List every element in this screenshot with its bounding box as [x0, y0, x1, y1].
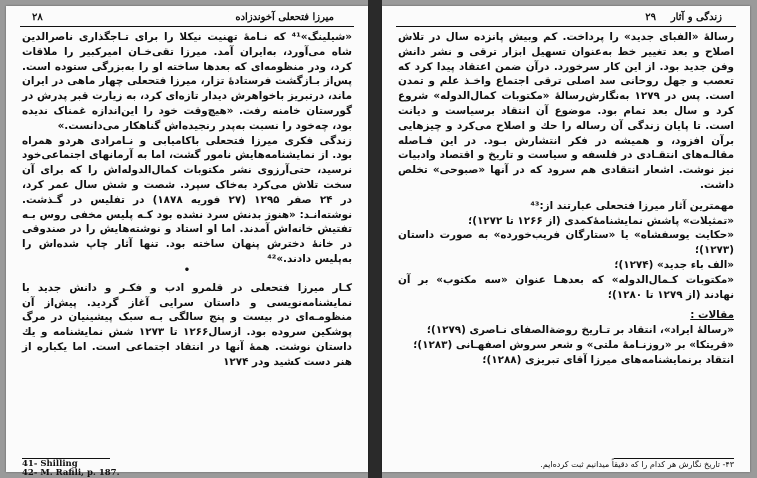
section-separator: •	[183, 264, 191, 276]
left-footnotes	[22, 460, 120, 478]
left-page	[6, 6, 368, 478]
right-page-number: ۲۹	[645, 12, 656, 23]
section-title-articles: مقالات :	[690, 309, 734, 322]
right-footnote: ۴۳- تاریخ نگارش هر کدام را که دقیقاً میدانیم ثبت کرده‌ایم.	[540, 460, 734, 469]
paragraph: کـار میرزا فتحعلی در قلمرو ادب و فکـر و دانش جدید با نمایشنامه‌نویسی و داستان سرایی آغاز گردید. پیش‌از آن منظومـه‌ای در بیست و پنج سالگی بـه سبک پیشینیان در مرگ پوشکین سروده بود. ازسال‌۱۲۶۶ تا ۱۲۷۳ شش نمایشنامه و یك داستان نوشت. همهٔ آنها در انتقاد اجتماعی است. اما یکباره از هنر دست کشید ودر ۱۲۷۴	[22, 281, 352, 368]
left-page-header	[20, 12, 354, 27]
article-item: «رسالهٔ ایراد»، انتقاد بر تـاریخ روضة‌الصفای نـاصری (۱۲۷۹)؛	[426, 324, 734, 337]
article-item: انتقاد برنمایشنامه‌های میرزا آقای تبریزی (۱۲۸۸)؛	[482, 353, 734, 366]
works-item: «مکتوبات کـمال‌الدوله» که بعدهـا عنوان «سه مکتوب» بر آن نهادند (از ۱۲۷۹ تا ۱۲۸۰)؛	[398, 273, 734, 301]
paragraph: «شیلینگ»⁴¹ که نـامهٔ تهنیت نیکلا را برای تـاجگذاری ناصرالدین شاه می‌آورد، به‌ایران آمد. میرزا تقی‌خـان امیرکبیر را ملاقات کرد، ودر منظومه‌ای که بعدها ساخته او را به‌بزرگی ستوده است. پس‌از بـازگشت فرستادهٔ تزار، میرزا فتحعلی چهار ماهی در ایران ماند، درتبریز باخواهرش دیدار تازه‌ای کرد، به زیارت قبر پدرش در گورستان خامنه رفت. «هیچ‌وقت خود را این‌اندازه غمناک ندیده بود، چه‌خود را نسبت به‌پدر رنجیده‌اش گناهکار می‌دانست.»	[22, 31, 352, 132]
left-page-body	[22, 30, 352, 370]
works-intro: مهمترین آثار میرزا فتحعلی عبارتند از:⁴³	[530, 199, 734, 212]
article-item: «قریتکا» بر «روزنـامهٔ ملتی» و شعر سروش اصفهـانی (۱۲۸۳)؛	[413, 338, 734, 351]
paragraph: رسالهٔ «الفبای جدید» را پرداخت. کم وبیش پانزده سال در تلاش اصلاح و بعد تغییر خط به‌عنوان تسهیل ابزار ترقی و نشر دانش وفن جدید بود. از این کار سرخورد. درآن ضمن اعتقاد پیدا کرد که تعصب و جهل روحانی سد اصلی ترقی اجتماع واخـذ علم و تمدن است. پس در ۱۲۷۹ به‌نگارش‌رسالهٔ «مکتوبات کمال‌الدوله» شروع کرد و سال بعد تمام بود. موضوع آن انتقاد برسیاست و دیانت است. تا پایان زندگی آن رساله را حك و اصلاح می‌کرد و چیزهایی برآن افزود، و همیشه در فکر انتشارش بـود. در این فـاصله مقالـه‌های انتقـادی در فلسفه و سیاست و تاریخ و اقتصاد وادبیات نیز نوشت. اشعار انتقادی هم سرود که در آنها «صبوحی» تخلص داشت.	[398, 31, 735, 191]
footnote: 41- Shilling	[22, 459, 78, 469]
book-gutter	[368, 0, 382, 478]
paragraph: زندگی فکری میرزا فتحعلی باکامیابی و نـامرادی هردو همراه بود. از نمایشنامه‌هایش نامور گشت، اما به آرمانهای اجتماعی‌خود نرسید، حتی‌آرزوی نشر مکتوبات کمال‌الدوله‌اش را که برای آن سخت تلاش می‌کرد به‌خاک سپرد. شصت و شش سال عمر کرد، در ۲۴ صفر ۱۲۹۵ (۲۷ فوریه ۱۸۷۸) در تفلیس در گـذشت. نوشته‌انـد: «هنوز بدنش سرد نشده بود کـه پلیس مخفی روس بـه تفتیش خانه‌اش آمدند. اما او استاد و نوشته‌هایش را در صندوقی در خانهٔ دخترش پنهان ساخته بود. تنها آثار چاپ شده‌اش را به‌پلیس دادند.»⁴²	[22, 134, 352, 265]
left-running-title: میرزا فتحعلی آخوندزاده	[235, 12, 334, 23]
right-page-header	[396, 12, 736, 27]
footnote: 42- M. Rafili, p. 187.	[22, 468, 120, 478]
left-page-number: ۲۸	[32, 12, 43, 23]
works-item: «حکایت یوسفشاه» یا «ستارگان فریب‌خورده» به صورت داستان (۱۲۷۳)؛	[398, 229, 734, 257]
right-running-title: زندگی و آثار	[670, 12, 722, 23]
works-item: «الف باء جدید» (۱۲۷۴)؛	[614, 258, 734, 271]
footnote-rule	[614, 458, 734, 459]
right-page	[382, 6, 750, 472]
works-item: «تمثیلات» پاشش نمایشنامهٔ‌کمدی (از ۱۲۶۶ تا ۱۲۷۲)؛	[468, 214, 734, 227]
right-page-body	[398, 30, 734, 368]
